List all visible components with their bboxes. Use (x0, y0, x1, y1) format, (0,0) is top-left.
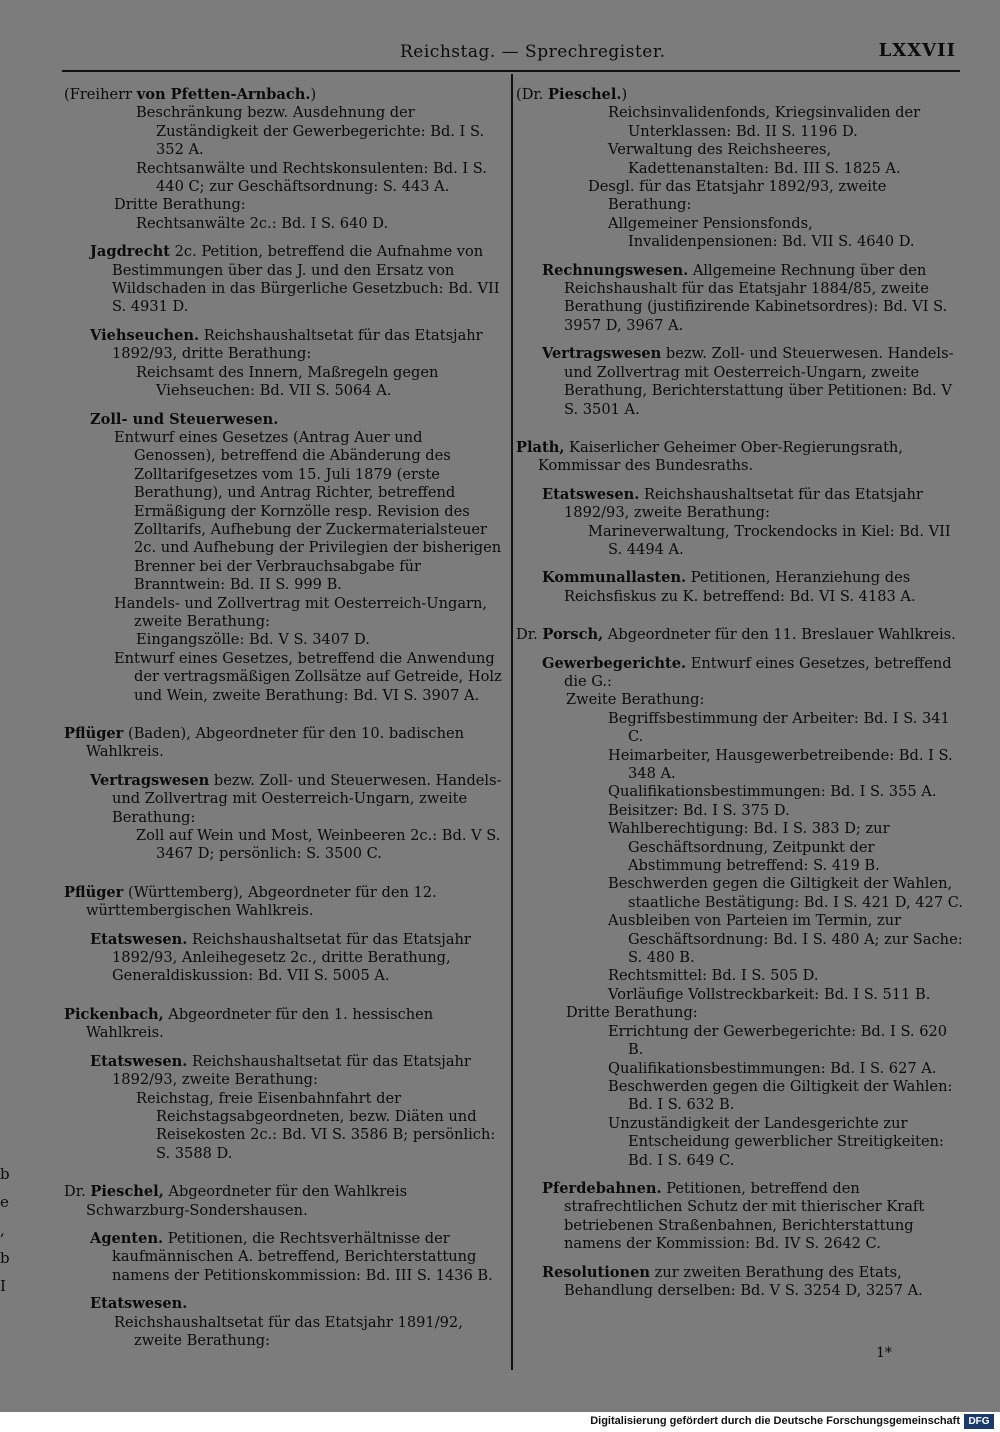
register-entry: Heimarbeiter, Hausgewerbetreibende: Bd. I S. 348 A. (608, 746, 953, 782)
page-header (60, 40, 960, 66)
register-entry: Desgl. für das Etatsjahr 1892/93, zweite Berathung: (588, 178, 887, 214)
register-entry: Beschwerden gegen die Giltigkeit der Wahlen, staatliche Bestätigung: Bd. I S. 421 D, 427 C. (608, 875, 964, 911)
register-entry: Qualifikationsbestimmungen: Bd. I S. 627 A. (608, 1059, 937, 1077)
register-entry: Pferdebahnen. Petitionen, betreffend den strafrechtlichen Schutz der mit thierischer Kraft betriebenen Straßenbahnen, Berichterstattung namens der Kommission: Bd. IV S. 2642 C. (542, 1179, 925, 1253)
register-entry: Plath, Kaiserlicher Geheimer Ober-Regierungsrath, Kommissar des Bundesraths. (516, 438, 903, 475)
register-entry: Vorläufige Vollstreckbarkeit: Bd. I S. 511 B. (608, 985, 931, 1003)
register-entry: Errichtung der Gewerbegerichte: Bd. I S. 620 B. (608, 1022, 948, 1059)
header-rule (62, 70, 960, 72)
register-entry: Entwurf eines Gesetzes, betreffend die Anwendung der vertragsmäßigen Zollsätze auf Getreide, Holz und Wein, zweite Berathung: Bd. VI S. 3907 A. (114, 649, 502, 704)
register-entry: Begriffsbestimmung der Arbeiter: Bd. I S. 341 C. (608, 709, 950, 746)
register-entry: Reichshaushaltsetat für das Etatsjahr 1891/92, zweite Berathung: (114, 1313, 463, 1349)
spacer (516, 252, 964, 262)
register-entry: Pflüger (Baden), Abgeordneter für den 10. badischen Wahlkreis. (64, 725, 465, 761)
spacer (64, 921, 506, 931)
register-entry: Dr. Porsch, Abgeordneter für den 11. Breslauer Wahlkreis. (516, 626, 956, 644)
register-entry: Etatswesen. Reichshaushaltsetat für das Etatsjahr 1892/93, zweite Berathung: (542, 485, 923, 522)
register-entry: Etatswesen. Reichshaushaltsetat für das Etatsjahr 1892/93, zweite Berathung: (90, 1052, 471, 1089)
running-title: Reichstag. — Sprechregister. (400, 42, 666, 62)
register-entry: Viehseuchen. Reichshaushaltsetat für das Etatsjahr 1892/93, dritte Berathung: (90, 326, 483, 363)
register-entry: Dritte Berathung: (114, 196, 246, 214)
spacer (64, 705, 506, 725)
spacer (64, 1043, 506, 1053)
margin-mark: , (0, 1221, 5, 1239)
spacer (64, 233, 506, 243)
register-entry: Vertragswesen bezw. Zoll- und Steuerwesen. Handels- und Zollvertrag mit Oesterreich-Ungarn, zweite Berathung: (90, 771, 502, 826)
spacer (516, 335, 964, 345)
register-entry: Beisitzer: Bd. I S. 375 D. (608, 801, 790, 819)
register-entry: Zoll auf Wein und Most, Weinbeeren 2c.: Bd. V S. 3467 D; persönlich: S. 3500 C. (136, 827, 501, 863)
margin-mark: I (0, 1277, 6, 1295)
margin-mark: e (0, 1193, 9, 1211)
register-entry: Rechtsanwälte und Rechtskonsulenten: Bd. I S. 440 C; zur Geschäftsordnung: S. 443 A. (136, 159, 487, 196)
register-entry: Wahlberechtigung: Bd. I S. 383 D; zur Geschäftsordnung, Zeitpunkt der Abstimmung betreffend: S. 419 B. (608, 820, 890, 875)
spacer (64, 401, 506, 411)
column-rule (511, 74, 513, 1370)
spacer (64, 986, 506, 1006)
register-entry: Gewerbegerichte. Entwurf eines Gesetzes, betreffend die G.: (542, 654, 952, 690)
register-entry: Beschwerden gegen die Giltigkeit der Wahlen: Bd. I S. 632 B. (608, 1077, 953, 1114)
spacer (516, 1170, 964, 1180)
register-entry: Ausbleiben von Parteien im Termin, zur Geschäftsordnung: Bd. I S. 480 A; zur Sache: S. 480 B. (608, 912, 963, 967)
register-entry: Eingangszölle: Bd. V S. 3407 D. (136, 631, 370, 649)
register-entry: Zoll- und Steuerwesen. (90, 410, 279, 428)
register-entry: Reichsinvalidenfonds, Kriegsinvaliden der Unterklassen: Bd. II S. 1196 D. (608, 104, 921, 140)
register-entry: Allgemeiner Pensionsfonds, Invalidenpensionen: Bd. VII S. 4640 D. (608, 214, 915, 251)
page-number: LXXVII (878, 40, 956, 61)
margin-mark: b (0, 1249, 10, 1267)
spacer (516, 606, 964, 626)
spacer (516, 559, 964, 569)
footer-bar (0, 1412, 1000, 1432)
spacer (516, 1254, 964, 1264)
register-entry: Pickenbach, Abgeordneter für den 1. hessischen Wahlkreis. (64, 1005, 434, 1042)
register-entry: Etatswesen. Reichshaushaltsetat für das Etatsjahr 1892/93, Anleihegesetz 2c., dritte Berathung, Generaldiskussion: Bd. VII S. 5005 A. (90, 930, 471, 985)
spacer (64, 762, 506, 772)
register-entry: Reichstag, freie Eisenbahnfahrt der Reichstagsabgeordneten, bezw. Diäten und Reisekosten 2c.: Bd. VI S. 3586 B; persönlich: S. 3588 D. (136, 1089, 496, 1162)
register-entry: (Freiherr von Pfetten-Arnbach.) (64, 86, 317, 103)
spacer (64, 1285, 506, 1295)
spacer (516, 645, 964, 655)
spacer (64, 317, 506, 327)
register-entry: Dr. Pieschel, Abgeordneter für den Wahlkreis Schwarzburg-Sondershausen. (64, 1183, 408, 1219)
register-entry: Reichsamt des Innern, Maßregeln gegen Viehseuchen: Bd. VII S. 5064 A. (136, 363, 439, 400)
register-entry: Rechtsmittel: Bd. I S. 505 D. (608, 967, 819, 985)
spacer (516, 419, 964, 439)
register-entry: Rechnungswesen. Allgemeine Rechnung über den Reichshaushalt für das Etatsjahr 1884/85, zweite Berathung (justifizirende Kabinetsordres): Bd. VI S. 3957 D, 3967 A. (542, 261, 948, 334)
register-entry: Rechtsanwälte 2c.: Bd. I S. 640 D. (136, 214, 389, 232)
spacer (64, 1163, 506, 1183)
register-entry: Resolutionen zur zweiten Berathung des Etats, Behandlung derselben: Bd. V S. 3254 D, 3257 A. (542, 1263, 923, 1299)
register-entry: Marineverwaltung, Trockendocks in Kiel: Bd. VII S. 4494 A. (588, 522, 951, 558)
register-entry: Pflüger (Württemberg), Abgeordneter für den 12. württembergischen Wahlkreis. (64, 883, 437, 920)
register-entry: Verwaltung des Reichsheeres, Kadettenanstalten: Bd. III S. 1825 A. (608, 141, 901, 177)
register-entry: Kommunallasten. Petitionen, Heranziehung des Reichsfiskus zu K. betreffend: Bd. VI S. 4183 A. (542, 569, 916, 605)
right-column (516, 86, 964, 1300)
footer-credit: Digitalisierung gefördert durch die Deutsche Forschungsgemeinschaft (590, 1415, 960, 1427)
register-entry: Vertragswesen bezw. Zoll- und Steuerwesen. Handels- und Zollvertrag mit Oesterreich-Ungarn, zweite Berathung, Berichterstattung über Petitionen: Bd. V S. 3501 A. (542, 345, 954, 418)
spacer (516, 476, 964, 486)
margin-mark: b (0, 1165, 10, 1183)
spacer (64, 864, 506, 884)
register-entry: Unzuständigkeit der Landesgerichte zur Entscheidung gewerblicher Streitigkeiten: Bd. I S. 649 C. (608, 1114, 944, 1169)
register-entry: Beschränkung bezw. Ausdehnung der Zuständigkeit der Gewerbegerichte: Bd. I S. 352 A. (136, 104, 485, 159)
register-entry: Jagdrecht 2c. Petition, betreffend die Aufnahme von Bestimmungen über das J. und den Ersatz von Wildschaden in das Bürgerliche Gesetzbuch: Bd. VII S. 4931 D. (90, 243, 500, 316)
left-column (64, 86, 506, 1350)
register-entry: Etatswesen. (90, 1295, 188, 1313)
margin-marks (0, 1160, 10, 1300)
signature-mark: 1* (876, 1345, 892, 1361)
register-entry: Handels- und Zollvertrag mit Oesterreich-Ungarn, zweite Berathung: (114, 594, 488, 630)
register-entry: Agenten. Petitionen, die Rechtsverhältnisse der kaufmännischen A. betreffend, Berichterstattung namens der Petitionskommission: Bd. III S. 1436 B. (90, 1229, 493, 1284)
register-entry: Entwurf eines Gesetzes (Antrag Auer und Genossen), betreffend die Abänderung des Zolltarifgesetzes vom 15. Juli 1879 (erste Berathung), und Antrag Richter, betreffend Ermäßigung der Kornzölle resp. Revision des Zolltarifs, Aufhebung der Zuckermaterialsteuer 2c. und Aufhebung der Privilegien der bisherigen Brenner bei der Verbrauchsabgabe für Branntwein: Bd. II S. 999 B. (114, 428, 502, 594)
register-entry: Zweite Berathung: (566, 691, 705, 709)
register-entry: Qualifikationsbestimmungen: Bd. I S. 355 A. (608, 783, 937, 801)
spacer (64, 1220, 506, 1230)
register-entry: (Dr. Pieschel.) (516, 86, 628, 103)
dfg-logo: DFG (964, 1414, 994, 1429)
register-entry: Dritte Berathung: (566, 1004, 698, 1022)
